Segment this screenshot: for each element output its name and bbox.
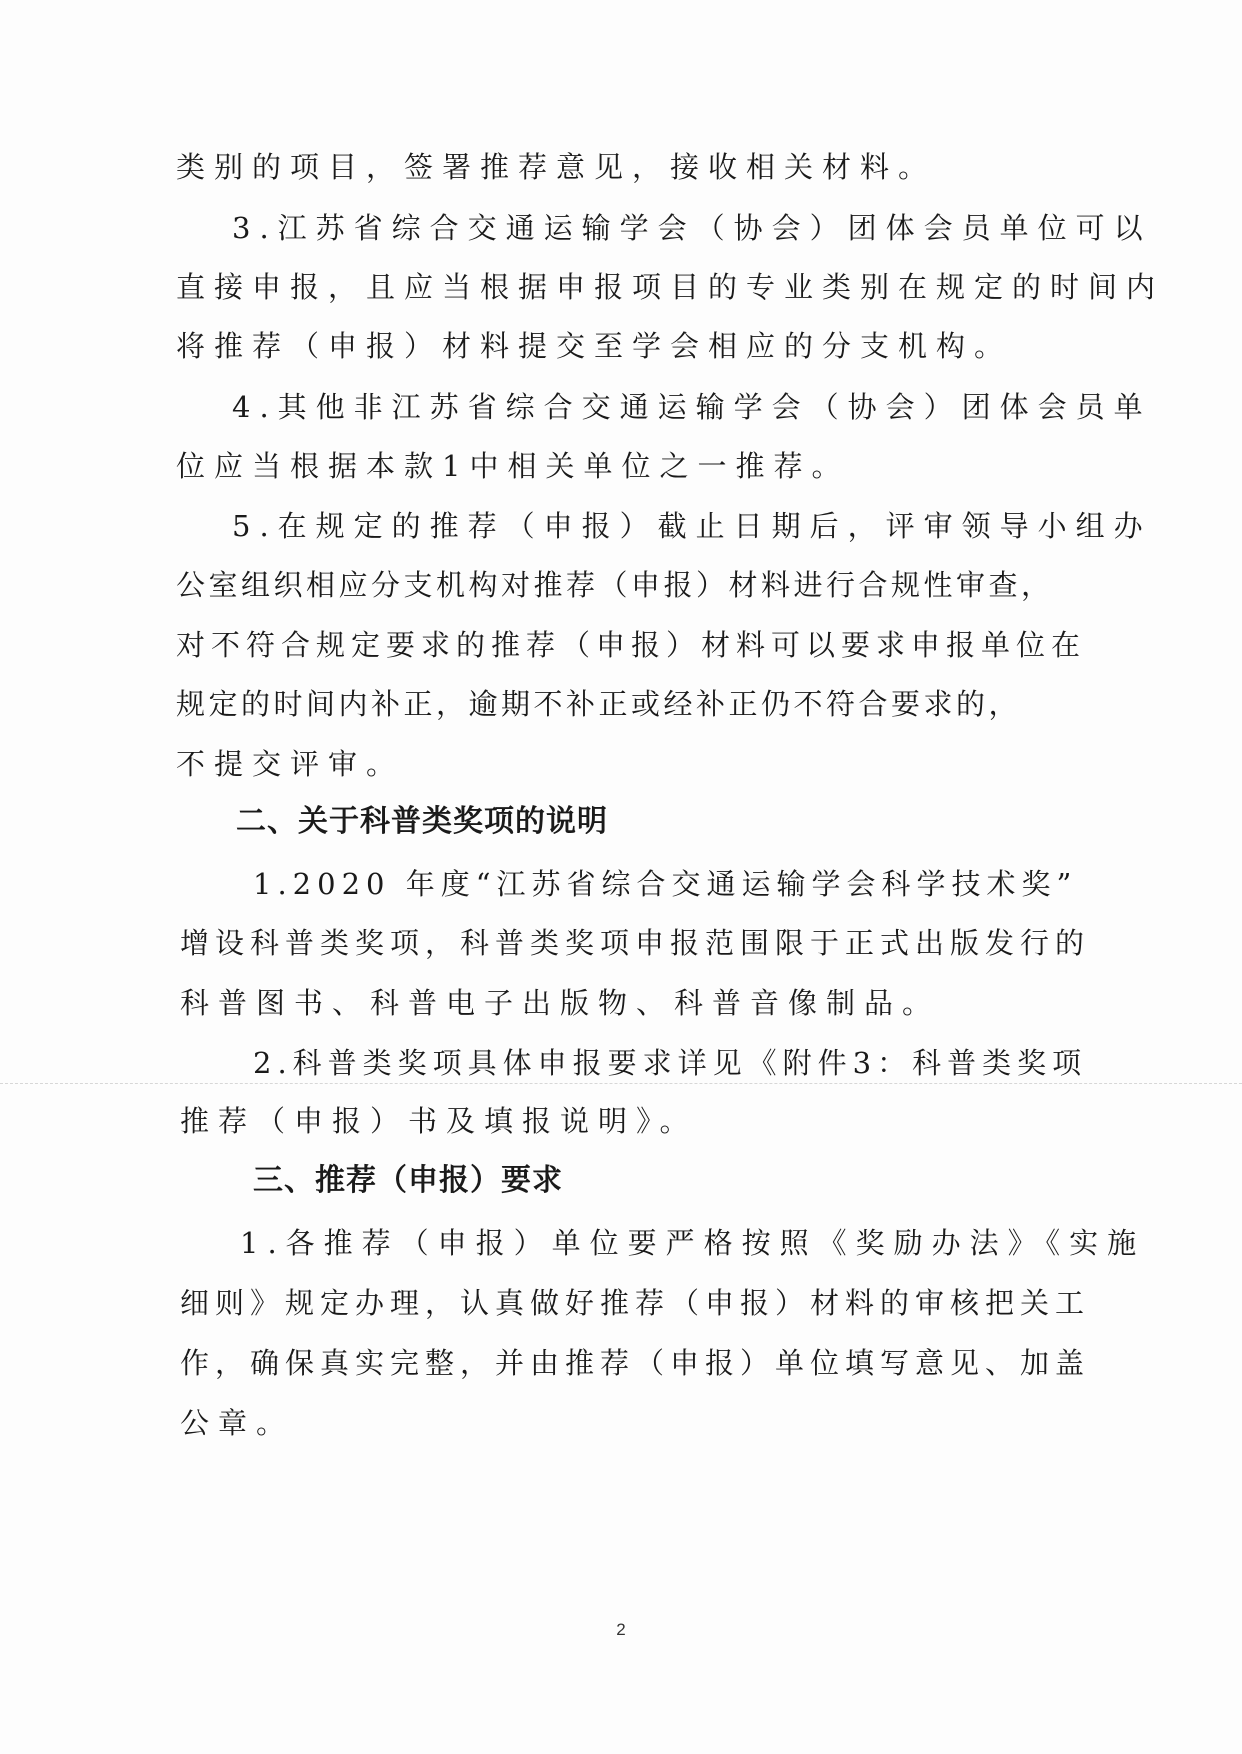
body-line: 1.各推荐（申报）单位要严格按照《奖励办法》《实施 — [240, 1226, 1146, 1260]
body-line: 位应当根据本款1中相关单位之一推荐。 — [176, 449, 850, 483]
body-line: 类别的项目，签署推荐意见，接收相关材料。 — [176, 150, 937, 184]
body-line: 公室组织相应分支机构对推荐（申报）材料进行合规性审查， — [176, 568, 1054, 602]
body-line: 4.其他非江苏省综合交通运输学会（协会）团体会员单 — [232, 390, 1152, 424]
body-line: 将推荐（申报）材料提交至学会相应的分支机构。 — [176, 329, 1013, 363]
body-line: 规定的时间内补正，逾期不补正或经补正仍不符合要求的， — [176, 687, 1022, 721]
section-heading: 二、关于科普类奖项的说明 — [236, 804, 608, 839]
body-line: 2.科普类奖项具体申报要求详见《附件3：科普类奖项 — [253, 1046, 1088, 1080]
body-line: 科普图书、科普电子出版物、科普音像制品。 — [180, 986, 941, 1020]
body-line: 对不符合规定要求的推荐（申报）材料可以要求申报单位在 — [176, 628, 1087, 662]
section-heading: 三、推荐（申报）要求 — [253, 1163, 563, 1198]
body-line: 1.2020 年度“江苏省综合交通运输学会科学技术奖” — [253, 867, 1078, 901]
body-line: 不提交评审。 — [176, 747, 405, 781]
body-line: 细则》规定办理，认真做好推荐（申报）材料的审核把关工 — [180, 1286, 1091, 1320]
body-line: 作，确保真实完整，并由推荐（申报）单位填写意见、加盖 — [180, 1346, 1091, 1380]
body-line: 3.江苏省综合交通运输学会（协会）团体会员单位可以 — [232, 211, 1152, 245]
body-line: 直接申报，且应当根据申报项目的专业类别在规定的时间内 — [176, 270, 1165, 304]
body-line: 5.在规定的推荐（申报）截止日期后，评审领导小组办 — [232, 509, 1152, 543]
page-number: 2 — [616, 1620, 626, 1639]
body-line: 公章。 — [180, 1406, 295, 1440]
body-line: 推荐（申报）书及填报说明》。 — [180, 1104, 698, 1138]
scan-artifact-line — [0, 1083, 1242, 1084]
body-line: 增设科普类奖项，科普类奖项申报范围限于正式出版发行的 — [180, 926, 1091, 960]
